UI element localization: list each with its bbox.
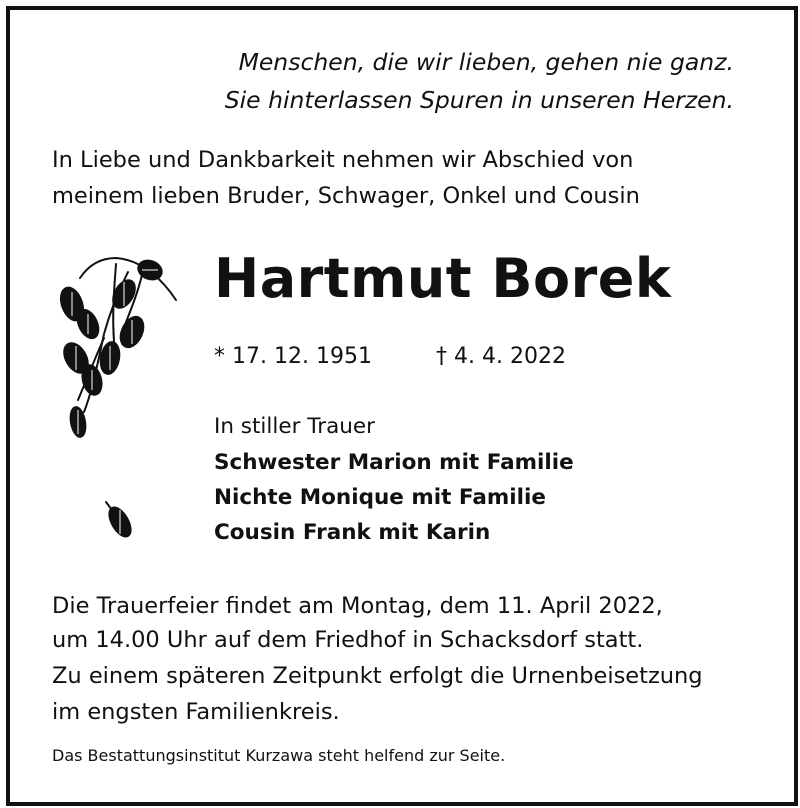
birth-date: * 17. 12. 1951 bbox=[214, 344, 372, 369]
mourner-name: Nichte Monique mit Familie bbox=[214, 485, 546, 510]
deceased-name: Hartmut Borek bbox=[214, 247, 672, 310]
motto-line-2: Sie hinterlassen Spuren in unseren Herzen. bbox=[224, 86, 734, 114]
intro-line-2: meinem lieben Bruder, Schwager, Onkel und Cousin bbox=[52, 183, 640, 209]
mourner-name: Cousin Frank mit Karin bbox=[214, 520, 491, 545]
mourner-name: Schwester Marion mit Familie bbox=[214, 450, 574, 475]
ceremony-line-4: im engsten Familienkreis. bbox=[52, 699, 340, 725]
funeral-home-note: Das Bestattungsinstitut Kurzawa steht helfend zur Seite. bbox=[52, 746, 506, 765]
ceremony-line-1: Die Trauerfeier findet am Montag, dem 11. April 2022, bbox=[52, 593, 663, 619]
mourners-heading: In stiller Trauer bbox=[214, 414, 375, 439]
birch-branch-icon bbox=[44, 252, 194, 552]
ceremony-line-3: Zu einem späteren Zeitpunkt erfolgt die Urnenbeisetzung bbox=[52, 663, 703, 689]
motto-line-1: Menschen, die wir lieben, gehen nie ganz. bbox=[238, 48, 734, 76]
death-date: † 4. 4. 2022 bbox=[436, 344, 566, 369]
ceremony-line-2: um 14.00 Uhr auf dem Friedhof in Schacksdorf statt. bbox=[52, 627, 644, 653]
intro-line-1: In Liebe und Dankbarkeit nehmen wir Abschied von bbox=[52, 147, 634, 173]
